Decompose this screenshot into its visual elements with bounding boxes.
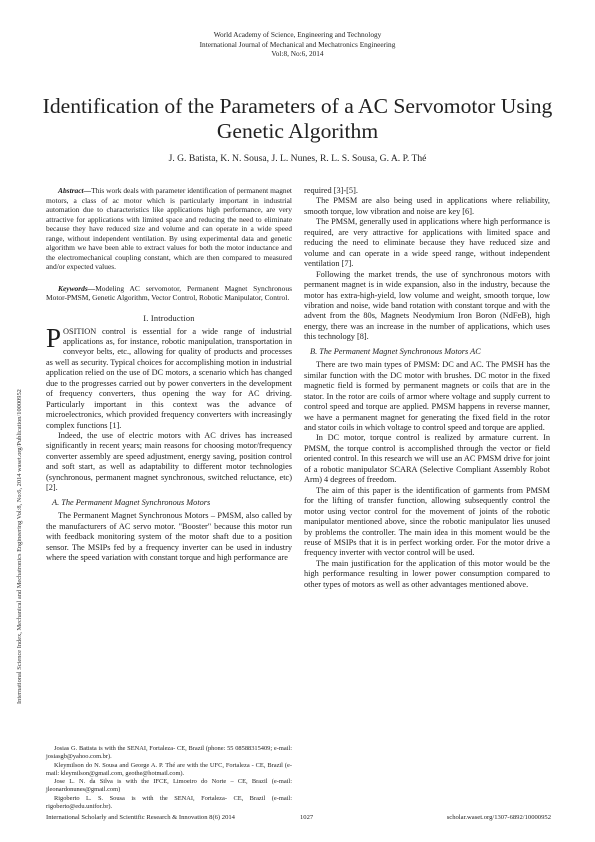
- page-number: 1027: [300, 814, 314, 821]
- sidebar-citation: [16, 389, 26, 714]
- keywords: [46, 284, 292, 303]
- footer-publication: International Scholarly and Scientific Research & Innovation 8(6) 2014: [46, 814, 235, 821]
- abstract-text: This work deals with parameter identification of permanent magnet motors, a class of ac motor which is particularly important in industrial automation due to characteristics like applications high performance, are very attractive for applications with limited space and reducing the need to eliminate because they have reduced size and volume and can operate in a wide speed range, without independent ventilation. By using experimental data and genetic algorithm we have been able to extract values for both the motor inductance and the electromechanical coupling constant, which are then compared to measured and/or expected values.: [46, 186, 292, 271]
- footnote: Kleymilson do N. Sousa and George A. P. Thé are with the UFC, Fortaleza - CE, Brazil (e-mail: kleymilson@gmail.com, geothe@hotmail.com).: [46, 761, 292, 777]
- right-paragraph-3: Following the market trends, the use of synchronous motors with permanent magnet is in wide expansion, also in the industry, because the motor has extra-high-yield, low volume and weight, smooth torque, low vibration and noise, wide band rotation with constant torque and with the advent from the 80s, Magnets Neodymium Iron Boron (NdFeB), high energy, there was an increase in the number of applications, which uses this technology [8].: [304, 269, 550, 342]
- footnote: Josias G. Batista is with the SENAI, Fortaleza- CE, Brazil (phone: 55 08588315409; e-mail: josiasgb@yahoo.com.br).: [46, 745, 292, 761]
- section-heading-introduction: I. Introduction: [143, 313, 195, 323]
- right-paragraph-5: In DC motor, torque control is realized by armature current. In PMSM, the torque control is accomplished through the vector or field oriented control. In this research we will use an AC PMSM drive for joint of a robotic manipulator SCARA (Selective Compliant Assembly Robot Arm) 4 degrees of freedom.: [304, 433, 550, 485]
- journal-name: International Journal of Mechanical and Mechatronics Engineering: [199, 39, 396, 49]
- left-column: [46, 186, 292, 563]
- intro-paragraph-2: Indeed, the use of electric motors with AC drives has increased significantly in recent years; main reasons for choosing motor/frequency converter assembly are speed adjustment, energy saving, position control and soft start, as well as adaptability to different motor technologies (synchronous, permanent magnet synchronous, switched reluctance, etc) [2].: [46, 431, 292, 493]
- right-paragraph-1: The PMSM are also being used in applications where reliability, smooth torque, low vibration and noise are key [6].: [304, 196, 550, 216]
- abstract: [46, 186, 292, 272]
- subsection-heading-b: B. The Permanent Magnet Synchronous Motors AC: [310, 346, 481, 356]
- right-paragraph-7: The main justification for the application of this motor would be the high performance resulting in lower power consumption compared to other types of motors as well as other advantages mentioned above.: [304, 558, 550, 589]
- paper-title: Identification of the Parameters of a AC Servomotor Using Genetic Algorithm: [42, 94, 553, 143]
- journal-volume: Vol:8, No:6, 2014: [271, 49, 324, 59]
- right-paragraph-0: required [3]-[5].: [304, 186, 358, 195]
- right-column: [304, 186, 550, 590]
- intro-paragraph-1: [46, 322, 292, 432]
- sidebar-citation-text: International Science Index, Mechanical and Mechatronics Engineering Vol:8, No:6, 2014 waset.org/Publication/10000952: [16, 389, 23, 704]
- journal-header: [0, 30, 595, 59]
- intro-paragraph-1-text: OSITION control is essential for a wide range of industrial applications as, for instance, robotic manipulation, transportation in conveyor belts, etc., allowing for quality of products and processes as well as security. Typical choices for accomplishing motion in industrial application relied on the use of DC motors, a scenario which has changed due to the progresses carried out by power converters in the development of frequency converters, thus opening the way for AC driving. Particularly important in this context was the advance of microelectronics, which provided frequency converters with increasingly complex functions [1].: [46, 326, 292, 430]
- right-paragraph-4: There are two main types of PMSM: DC and AC. The PMSH has the similar function with the DC motor with brushes. DC motor in the fixed magnetic field is formed by permanent magnets or coils that are in the stator. In the rotor are coils of armor where voltage and supply current to control speed and torque are applied. PMSM happens in reverse manner, we have a permanent magnet for generating the fixed field in the rotor and stator coils in which voltage to control speed and torque are applied.: [304, 360, 550, 432]
- drop-cap: P: [46, 322, 62, 353]
- keywords-text: Modeling AC servomotor, Permanent Magnet Synchronous Motor-PMSM, Genetic Algorithm, Vector Control, Robotic Manipulator, Control.: [46, 283, 292, 302]
- right-paragraph-2: The PMSM, generally used in applications where high performance is required, are very attractive for applications with limited space and reducing the need to eliminate because they have reduced size and volume and can operate in a wide speed range, without independent ventilation [7].: [304, 217, 550, 269]
- abstract-label: Abstract—: [58, 186, 92, 195]
- author-footnotes: [46, 745, 292, 811]
- right-paragraph-6: The aim of this paper is the identification of garments from PMSM for the lifting of transfer function, allowing subsequently control the motor using vector control for the movement of joints of the robotic manipulator mentioned above, since the robotic manipulator lies unused by problems the controller. The main idea in this moment would be the reuse of MSIPs that it is in perfect working order. For the motor drive a frequency inverter with vector control will be used.: [304, 485, 550, 558]
- footer-link[interactable]: scholar.waset.org/1307-6892/10000952: [446, 814, 551, 821]
- subsection-heading-a: A. The Permanent Magnet Synchronous Motors: [52, 497, 211, 507]
- keywords-label: Keywords—: [58, 283, 96, 293]
- journal-publisher: World Academy of Science, Engineering and Technology: [213, 30, 382, 39]
- subsection-a-paragraph-1: The Permanent Magnet Synchronous Motors – PMSM, also called by the manufacturers of AC servo motor. "Booster" because this motor run with feedback monitoring system of the motor shaft due to a position sensor. The MSIPs fed by a frequency inverter can be used in industry where the speed variation with constant torque and high performance are: [46, 511, 292, 563]
- footnote: Rigoberto L. S. Sousa is with the SENAI, Fortaleza- CE, Brazil (e-mail: rigoberto@edu.unifor.br).: [46, 794, 292, 811]
- footnote: Jose L. N. da Silva is with the IFCE, Limoeiro do Norte – CE, Brazil (e-mail: jleonardonunes@gmail.com): [46, 778, 292, 794]
- paper-authors: J. G. Batista, K. N. Sousa, J. L. Nunes, R. L. S. Sousa, G. A. P. Thé: [168, 153, 427, 164]
